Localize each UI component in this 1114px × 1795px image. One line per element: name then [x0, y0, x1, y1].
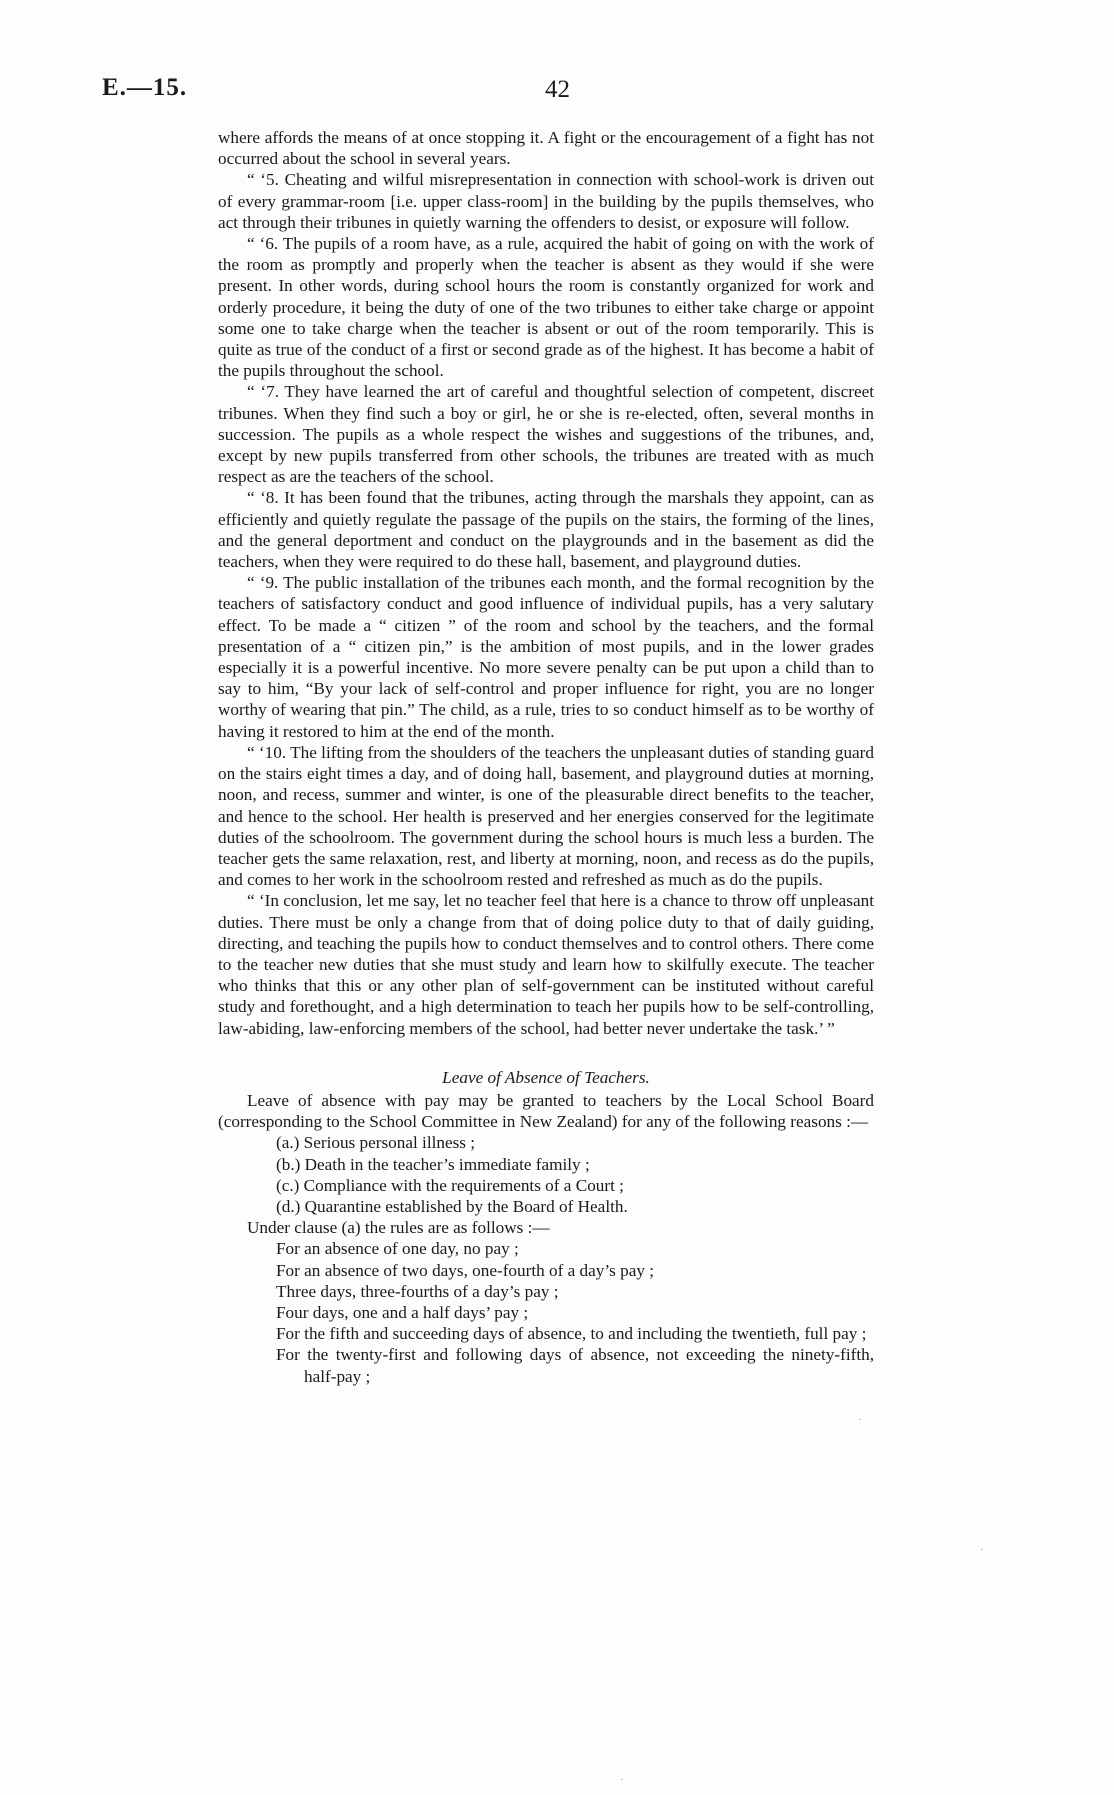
document-reference: E.—15. — [102, 74, 188, 101]
page-number: 42 — [545, 76, 570, 103]
paragraph: “ ‘In conclusion, let me say, let no teacher feel that here is a chance to throw off unpleasant duties. There must be only a change from that of doing police duty to that of daily guiding, directing, and teaching the pupils how to conduct themselves and to control others. There come to the teacher new duties that she must study and learn how to skilfully execute. The teacher who thinks that this or any other plan of self-government can be instituted without careful study and forethought, and a high determination to teach her pupils how to be self-controlling, law-abiding, law-enforcing members of the school, had better never undertake the task.’ ” — [218, 891, 874, 1038]
list-item: (d.) Quarantine established by the Board of Health. — [276, 1196, 628, 1216]
list-item: For the twenty-first and following days of absence, not exceeding the ninety-fifth, half-pay ; — [276, 1345, 874, 1386]
list-item: Three days, three-fourths of a day’s pay ; — [276, 1281, 559, 1301]
scan-speck: · — [858, 1415, 862, 1426]
section-title: Leave of Absence of Teachers. — [442, 1067, 650, 1087]
paragraph: “ ‘9. The public installation of the tribunes each month, and the formal recognition by the teachers of satisfactory conduct and good influence of individual pupils, has a very salutary effect. To be made a “ citizen ” of the room and school by the teachers, and the formal presentation of a “ citizen pin,” is the ambition of most pupils, and in the lower grades especially it is a powerful incentive. No more severe penalty can be put upon a child than to say to him, “By your lack of self-control and proper influence for right, you are no longer worthy of wearing that pin.” The child, as a rule, tries to so conduct himself as to be worthy of having it restored to him at the end of the month. — [218, 573, 874, 741]
section-intro: Leave of absence with pay may be granted to teachers by the Local School Board (corresponding to the School Committee in New Zealand) for any of the following reasons :— — [218, 1090, 874, 1132]
list-item: For an absence of two days, one-fourth of a day’s pay ; — [276, 1260, 655, 1280]
scan-speck: · — [620, 1775, 624, 1786]
rules-list — [218, 1238, 874, 1386]
list-item: For an absence of one day, no pay ; — [276, 1239, 519, 1259]
list-item: Four days, one and a half days’ pay ; — [276, 1302, 529, 1322]
paragraph: “ ‘8. It has been found that the tribunes, acting through the marshals they appoint, can as efficiently and quietly regulate the passage of the pupils on the stairs, the forming of the lines, and the general deportment and conduct on the playgrounds and in the basement as did the teachers, when they were required to do these hall, basement, and playground duties. — [218, 488, 874, 572]
paragraph: “ ‘6. The pupils of a room have, as a rule, acquired the habit of going on with the work of the room as promptly and properly when the teacher is absent as they would if she were present. In other words, during school hours the room is constantly organized for work and orderly procedure, it being the duty of one of the two tribunes to either take charge or appoint some one to take charge when the teacher is absent or out of the room temporarily. This is quite as true of the conduct of a first or second grade as of the highest. It has become a habit of the pupils throughout the school. — [218, 234, 874, 381]
paragraph: “ ‘5. Cheating and wilful misrepresentation in connection with school-work is driven out of every grammar-room [i.e. upper class-room] in the building by the pupils themselves, who act through their tribunes in quietly warning the offenders to desist, or exposure will follow. — [218, 170, 874, 232]
scan-speck: · — [980, 1545, 984, 1556]
list-item: (a.) Serious personal illness ; — [276, 1133, 476, 1153]
list-item: (b.) Death in the teacher’s immediate family ; — [276, 1154, 590, 1174]
reasons-list — [218, 1132, 874, 1217]
list-item: (c.) Compliance with the requirements of a Court ; — [276, 1175, 624, 1195]
list-item: For the fifth and succeeding days of absence, to and including the twentieth, full pay ; — [276, 1324, 867, 1344]
paragraph: “ ‘7. They have learned the art of careful and thoughtful selection of competent, discreet tribunes. When they find such a boy or girl, he or she is re-elected, often, several months in succession. The pupils as a whole respect the wishes and suggestions of the tribunes, and, except by new pupils transferred from other schools, the tribunes are treated with as much respect as are the teachers of the school. — [218, 382, 874, 487]
paragraph: where affords the means of at once stopping it. A fight or the encouragement of a fight has not occurred about the school in several years. — [218, 128, 874, 169]
clause-intro: Under clause (a) the rules are as follows :— — [247, 1218, 550, 1238]
paragraph: “ ‘10. The lifting from the shoulders of the teachers the unpleasant duties of standing guard on the stairs eight times a day, and of doing hall, basement, and playground duties at morning, noon, and recess, summer and winter, is one of the pleasurable direct benefits to the teacher, and hence to the school. Her health is preserved and her energies conserved for the legitimate duties of the schoolroom. The government during the school hours is much less a burden. The teacher gets the same relaxation, rest, and liberty at morning, noon, and recess as do the pupils, and comes to her work in the schoolroom rested and refreshed as much as do the pupils. — [218, 742, 874, 890]
body-text — [218, 127, 874, 1387]
